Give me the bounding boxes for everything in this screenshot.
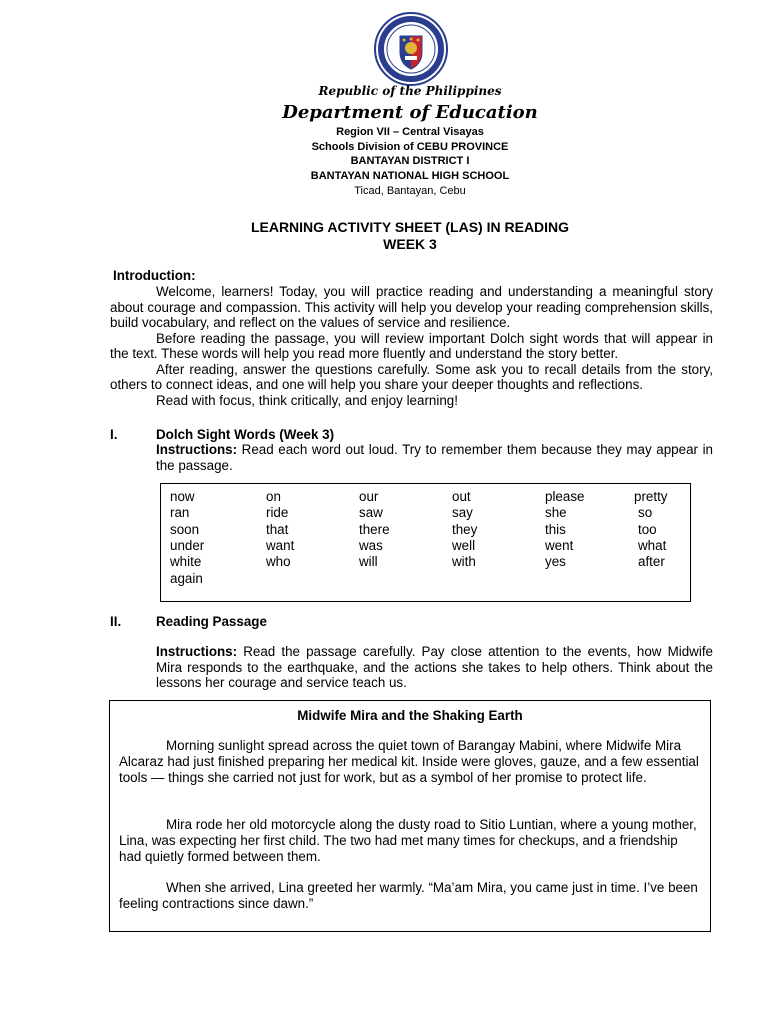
sight-word: will bbox=[359, 554, 378, 569]
section-1-title: Dolch Sight Words (Week 3) bbox=[156, 427, 335, 442]
section-2-title: Reading Passage bbox=[156, 614, 267, 629]
school-line: BANTAYAN NATIONAL HIGH SCHOOL bbox=[310, 170, 510, 182]
sight-word: our bbox=[359, 489, 379, 504]
sight-words-table bbox=[160, 483, 691, 602]
passage-paragraph bbox=[119, 880, 699, 912]
passage-paragraph-text: Mira rode her old motorcycle along the dusty road to Sitio Luntian, where a young mother, Lina, was expecting her first child. The two had met many times for checkups, and a friendship had quietly formed between them. bbox=[119, 817, 697, 864]
intro-paragraph: Read with focus, think critically, and enjoy learning! bbox=[156, 392, 458, 408]
sight-word: so bbox=[638, 505, 653, 520]
sight-word: there bbox=[359, 522, 390, 537]
sight-word: pretty bbox=[634, 489, 668, 504]
intro-paragraph: Welcome, learners! Today, you will practice reading and understanding a meaningful story about courage and compassion. This activity will help you develop your reading comprehension skills, build vocabulary, and reflect on the values of service and resilience. bbox=[110, 284, 713, 330]
sight-word: on bbox=[266, 489, 281, 504]
sight-word: ride bbox=[266, 505, 289, 520]
sight-word: white bbox=[170, 554, 202, 569]
sheet-title-line2: WEEK 3 bbox=[383, 236, 437, 252]
passage-paragraph-text: Morning sunlight spread across the quiet town of Barangay Mabini, where Midwife Mira Alcaraz had just finished preparing her medical kit. Inside were gloves, gauze, and a few essential tools — things she carried not just for work, but as a symbol of her promise to protect life. bbox=[119, 738, 699, 785]
sheet-title-line1: LEARNING ACTIVITY SHEET (LAS) IN READING bbox=[250, 219, 570, 235]
division-line: Schools Division of CEBU PROVINCE bbox=[311, 141, 509, 153]
sight-word: too bbox=[638, 522, 657, 537]
sight-word: what bbox=[638, 538, 667, 553]
instructions-label: Instructions: bbox=[156, 442, 238, 457]
introduction-heading: Introduction: bbox=[113, 268, 196, 283]
section-2-number: II. bbox=[110, 614, 122, 629]
passage-paragraph bbox=[119, 817, 699, 864]
section-2-instructions bbox=[156, 644, 713, 691]
passage-paragraph-text: When she arrived, Lina greeted her warmly. “Ma’am Mira, you came just in time. I’ve been feeling contractions since dawn.” bbox=[119, 880, 698, 911]
introduction-body bbox=[110, 284, 713, 408]
passage-paragraph bbox=[119, 738, 699, 785]
sight-word: she bbox=[545, 505, 567, 520]
sight-word: went bbox=[545, 538, 574, 553]
reading-passage-box bbox=[109, 700, 711, 932]
sight-word: they bbox=[452, 522, 478, 537]
sight-word: out bbox=[452, 489, 471, 504]
sheet-title bbox=[0, 219, 768, 253]
republic-heading: Republic of the Philippines bbox=[318, 84, 502, 98]
instructions-text: Read each word out loud. Try to remember them because they may appear in the passage. bbox=[156, 442, 713, 473]
sight-word: who bbox=[266, 554, 291, 569]
intro-paragraph: Before reading the passage, you will review important Dolch sight words that will appear in the text. These words will help you read more fluently and understand the story better. bbox=[110, 330, 713, 361]
sight-word: please bbox=[545, 489, 585, 504]
region-line: Region VII – Central Visayas bbox=[336, 126, 484, 138]
district-line: BANTAYAN DISTRICT I bbox=[350, 155, 470, 167]
sight-word: this bbox=[545, 522, 566, 537]
sight-word: want bbox=[266, 538, 295, 553]
sight-word: ran bbox=[170, 505, 190, 520]
department-heading: Department of Education bbox=[282, 102, 538, 123]
sight-word: say bbox=[452, 505, 473, 520]
sight-word: again bbox=[170, 571, 203, 586]
sight-word: was bbox=[359, 538, 383, 553]
sight-word: now bbox=[170, 489, 195, 504]
sight-word: saw bbox=[359, 505, 383, 520]
instructions-label: Instructions: bbox=[156, 644, 238, 659]
sight-word: that bbox=[266, 522, 289, 537]
sight-word: yes bbox=[545, 554, 566, 569]
sight-word: after bbox=[638, 554, 665, 569]
sight-word: under bbox=[170, 538, 205, 553]
sight-word: well bbox=[452, 538, 476, 553]
sight-word: soon bbox=[170, 522, 200, 537]
passage-title: Midwife Mira and the Shaking Earth bbox=[297, 708, 523, 723]
instructions-text: Read the passage carefully. Pay close attention to the events, how Midwife Mira responds to the earthquake, and the actions she takes to help others. Think about the lessons her courage and service teach us. bbox=[156, 644, 713, 690]
sight-word: with bbox=[452, 554, 476, 569]
section-1-instructions bbox=[156, 442, 713, 473]
section-1-number: I. bbox=[110, 427, 118, 442]
intro-paragraph: After reading, answer the questions carefully. Some ask you to recall details from the story, others to connect ideas, and one will help you share your deeper thoughts and reflections. bbox=[110, 361, 713, 392]
deped-seal-logo bbox=[374, 12, 448, 86]
address-line: Ticad, Bantayan, Cebu bbox=[354, 185, 466, 197]
